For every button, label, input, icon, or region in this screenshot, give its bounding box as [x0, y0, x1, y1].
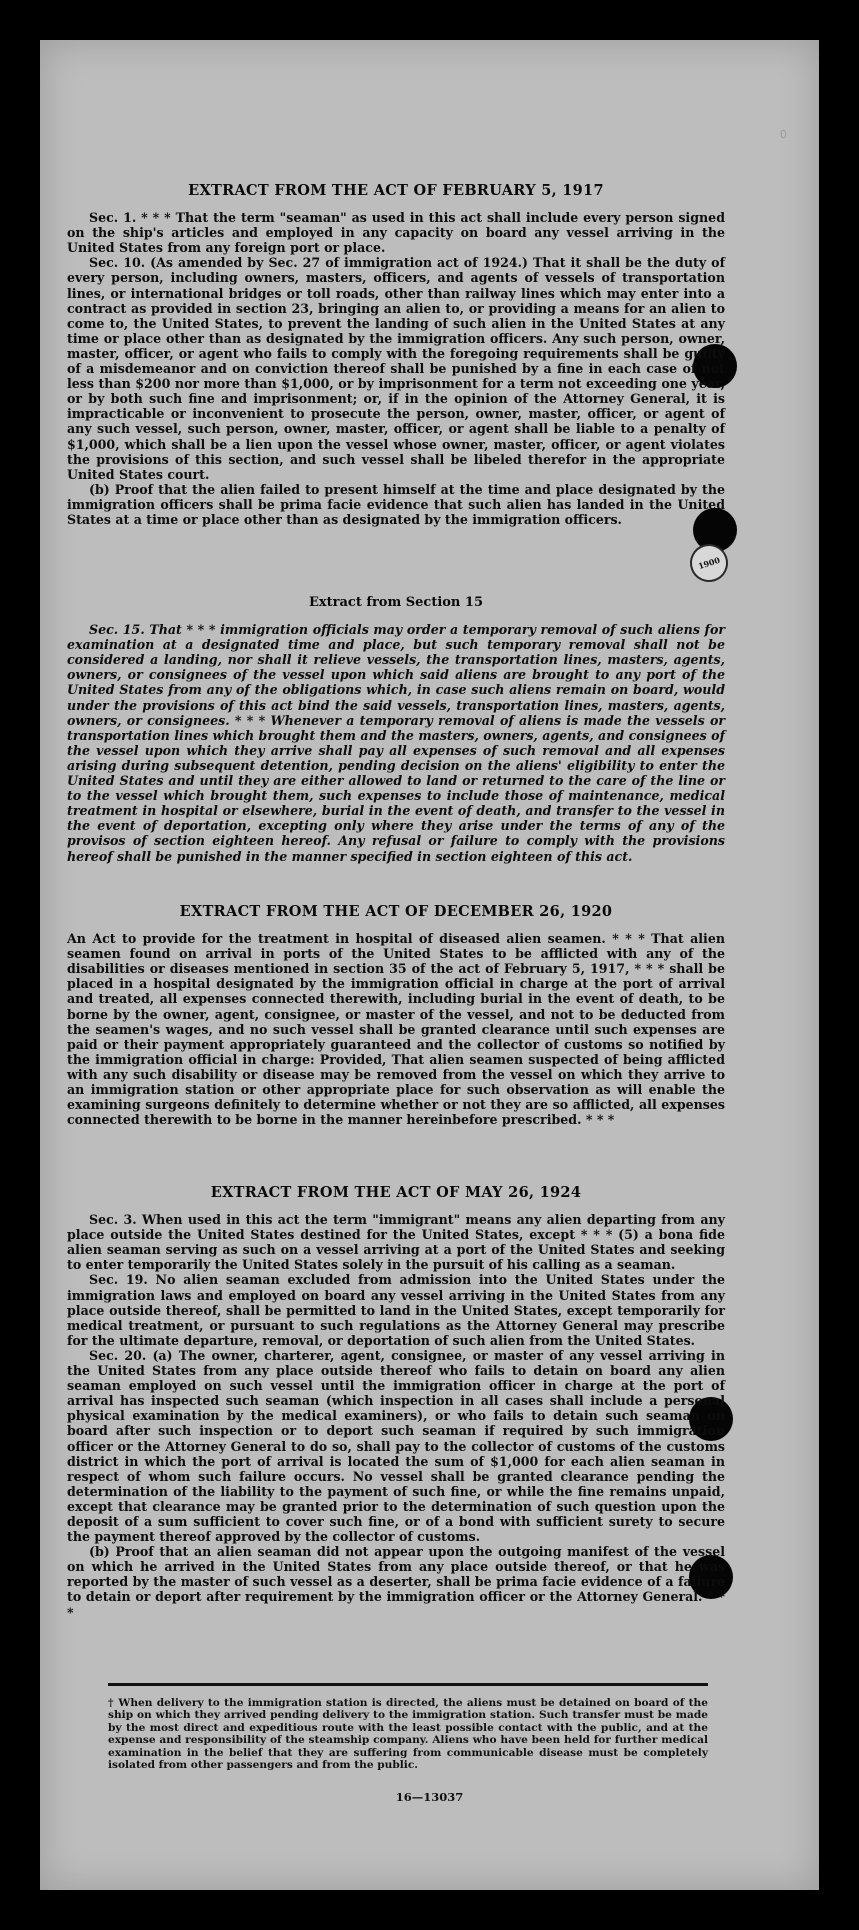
paragraph: An Act to provide for the treatment in hospital of diseased alien seamen. * * * That alien seamen found on arrival in ports of the United States to be afflicted with any of the disabilities or diseases mentioned in section 35 of the act of February 5, 1917, * * * shall be placed in a hospital designated by the immigration official in charge at the port of arrival and treated, all expenses connected therewith, including burial in the event of death, to be borne by the owner, agent, consignee, or master of the vessel, and not to be deducted from the seamen's wages, and no such vessel shall be granted clearance until such expenses are paid or their payment appropriately guaranteed and the collector of customs so notified by the immigration official in charge: Provided, That alien seamen suspected of being afflicted with any such disability or disease may be removed from the vessel on which they arrive to an immigration station or other appropriate place for such observation as will enable the examining surgeons definitely to determine whether or not they are so afflicted, all expenses connected therewith to be borne in the manner hereinbefore prescribed. * * *	[67, 931, 725, 1128]
section-title: EXTRACT FROM THE ACT OF FEBRUARY 5, 1917	[188, 182, 604, 199]
paragraph: (b) Proof that the alien failed to present himself at the time and place designated by the immigration officers shall be prima facie evidence that such alien has landed in the United States at a time or place other than as designated by the immigration officers.	[67, 481, 725, 527]
paragraph: Sec. 1. * * * That the term "seaman" as used in this act shall include every person signed on the ship's articles and employed in any capacity on board any vessel arriving in the United States from any foreign port or place.	[67, 210, 725, 256]
round-stamp: 1900	[685, 539, 733, 587]
section-act-feb-1917	[67, 183, 725, 527]
paragraph: Sec. 10. (As amended by Sec. 27 of immigration act of 1924.) That it shall be the duty of every person, including owners, masters, officers, and agents of vessels of transportation lines, or international bridges or toll roads, other than railway lines which may enter into a contract as provided in section 23, bringing an alien to, or providing a means for an alien to come to, the United States, to prevent the landing of such alien in the United States at any time or place other than as designated by the immigration officers. Any such person, owner, master, officer, or agent who fails to comply with the foregoing requirements shall be guilty of a misdemeanor and on conviction thereof shall be punished by a fine in each case of not less than $200 nor more than $1,000, or by imprisonment for a term not exceeding one year, or by both such fine and imprisonment; or, if in the opinion of the Attorney General, it is impracticable or inconvenient to prosecute the person, owner, master, officer, or agent of any such vessel, such person, owner, master, officer, or agent shall be liable to a penalty of $1,000, which shall be a lien upon the vessel whose owner, master, officer, or agent violates the provisions of this section, and such vessel shall be libeled therefor in the appropriate United States court.	[67, 255, 725, 482]
section-title: EXTRACT FROM THE ACT OF DECEMBER 26, 1920	[179, 903, 613, 920]
paragraph: Sec. 19. No alien seaman excluded from admission into the United States under the immigration laws and employed on board any vessel arriving in the United States from any place outside thereof, shall be permitted to land in the United States, except temporarily for medical treatment, or pursuant to such regulations as the Attorney General may prescribe for the ultimate departure, removal, or deportation of such alien from the United States.	[67, 1272, 725, 1348]
pencil-mark: 0	[779, 127, 788, 142]
footnote-divider	[108, 1683, 708, 1686]
page-number: 16—13037	[395, 1790, 464, 1804]
paragraph: Sec. 3. When used in this act the term "immigrant" means any alien departing from any place outside the United States destined for the United States, except * * * (5) a bona fide alien seaman serving as such on a vessel arriving at a port of the United States and seeking to enter temporarily the United States solely in the pursuit of his calling as a seaman.	[67, 1212, 725, 1273]
section-act-may-1924	[67, 1185, 725, 1620]
footnote: † When delivery to the immigration station is directed, the aliens must be detained on board of the ship on which they arrived pending delivery to the immigration station. Such transfer must be made by the most direct and expeditious route with the least possible contact with the public, and at the expense and responsibility of the steamship company. Aliens who have been held for further medical examination in the belief that they are suffering from communicable disease must be completely isolated from other passengers and from the public.	[108, 1697, 708, 1772]
paragraph: Sec. 15. That * * * immigration officials may order a temporary removal of such aliens for examination at a designated time and place, but such temporary removal shall not be considered a landing, nor shall it relieve vessels, the transportation lines, masters, agents, owners, or consignees of the vessel upon which said aliens are brought to any port of the United States from any of the obligations which, in case such aliens remain on board, would under the provisions of this act bind the said vessels, transportation lines, masters, agents, owners, or consignees. * * * Whenever a temporary removal of aliens is made the vessels or transportation lines which brought them and the masters, owners, agents, and consignees of the vessel upon which they arrive shall pay all expenses of such removal and all expenses arising during subsequent detention, pending decision on the aliens' eligibility to enter the United States and until they are either allowed to land or returned to the care of the line or to the vessel which brought them, such expenses to include those of maintenance, medical treatment in hospital or elsewhere, burial in the event of death, and transfer to the vessel in the event of deportation, excepting only where they arise under the terms of any of the provisos of section eighteen hereof. Any refusal or failure to comply with the provisions hereof shall be punished in the manner specified in section eighteen of this act.	[67, 622, 725, 864]
paragraph: (b) Proof that an alien seaman did not appear upon the outgoing manifest of the vessel on which he arrived in the United States from any place outside thereof, or that he was reported by the master of such vessel as a deserter, shall be prima facie evidence of a failure to detain or deport after requirement by the immigration officer or the Attorney General. * * *	[67, 1544, 725, 1620]
section-extract-section-15	[67, 595, 725, 864]
section-act-dec-1920	[67, 904, 725, 1127]
section-title: EXTRACT FROM THE ACT OF MAY 26, 1924	[210, 1184, 582, 1201]
section-title: Extract from Section 15	[308, 595, 484, 610]
paragraph: Sec. 20. (a) The owner, charterer, agent, consignee, or master of any vessel arriving in the United States from any place outside thereof who fails to detain on board any alien seaman employed on such vessel until the immigration officer in charge at the port of arrival has inspected such seaman (which inspection in all cases shall include a personal physical examination by the medical examiners), or who fails to detain such seaman on board after such inspection or to deport such seaman if required by such immigration officer or the Attorney General to do so, shall pay to the collector of customs of the customs district in which the port of arrival is located the sum of $1,000 for each alien seaman in respect of whom such failure occurs. No vessel shall be granted clearance pending the determination of the liability to the payment of such fine, or while the fine remains unpaid, except that clearance may be granted prior to the determination of such question upon the deposit of a sum sufficient to cover such fine, or of a bond with sufficient surety to secure the payment thereof approved by the collector of customs.	[67, 1347, 725, 1545]
